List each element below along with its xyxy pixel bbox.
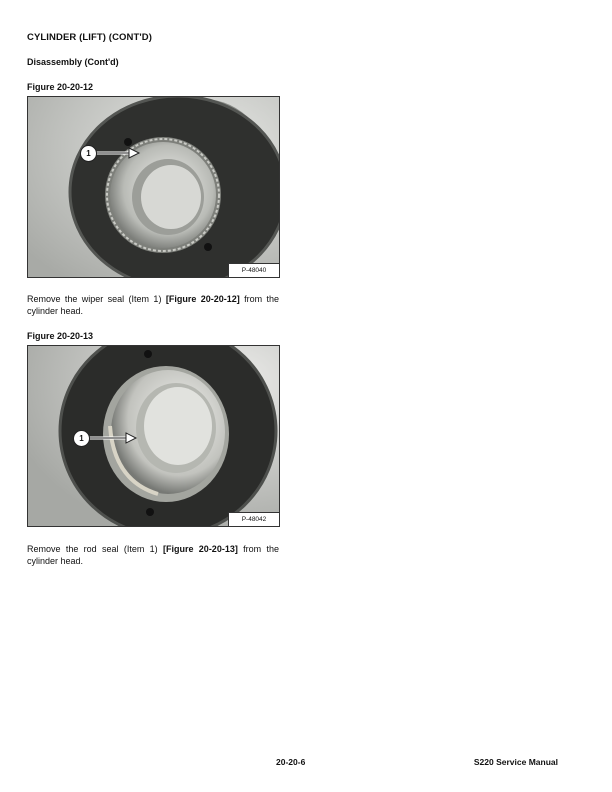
manual-title: S220 Service Manual — [473, 757, 558, 767]
callout-item-1: 1 — [73, 430, 90, 447]
figure-photo-2 — [27, 345, 280, 527]
text-run: from the cylinder head. — [27, 294, 280, 316]
figure-caption-2: Figure 20-20-13 — [27, 331, 94, 341]
figure-reference: [Figure 20-20-13] — [162, 544, 238, 554]
text-run: Remove the rod seal (Item 1) — [27, 544, 163, 554]
photo-number: P-48042 — [228, 512, 279, 526]
callout-item-1: 1 — [80, 145, 97, 162]
instruction-paragraph-1 — [27, 293, 279, 317]
figure-reference: [Figure 20-20-12] — [165, 294, 240, 304]
photo-number: P-48040 — [228, 263, 279, 277]
figure-photo-1 — [27, 96, 280, 278]
section-subtitle: Disassembly (Cont'd) — [27, 57, 119, 67]
figure-caption-1: Figure 20-20-12 — [27, 82, 94, 92]
cylinder-head-wiper-seal-illustration — [28, 97, 279, 277]
text-run: Remove the wiper seal (Item 1) — [27, 294, 166, 304]
section-title: CYLINDER (LIFT) (CONT'D) — [27, 32, 152, 43]
instruction-paragraph-2 — [27, 543, 279, 567]
page-number: 20-20-6 — [276, 757, 306, 767]
text-run: from the cylinder head. — [27, 544, 279, 566]
cylinder-head-rod-seal-illustration — [28, 346, 279, 526]
